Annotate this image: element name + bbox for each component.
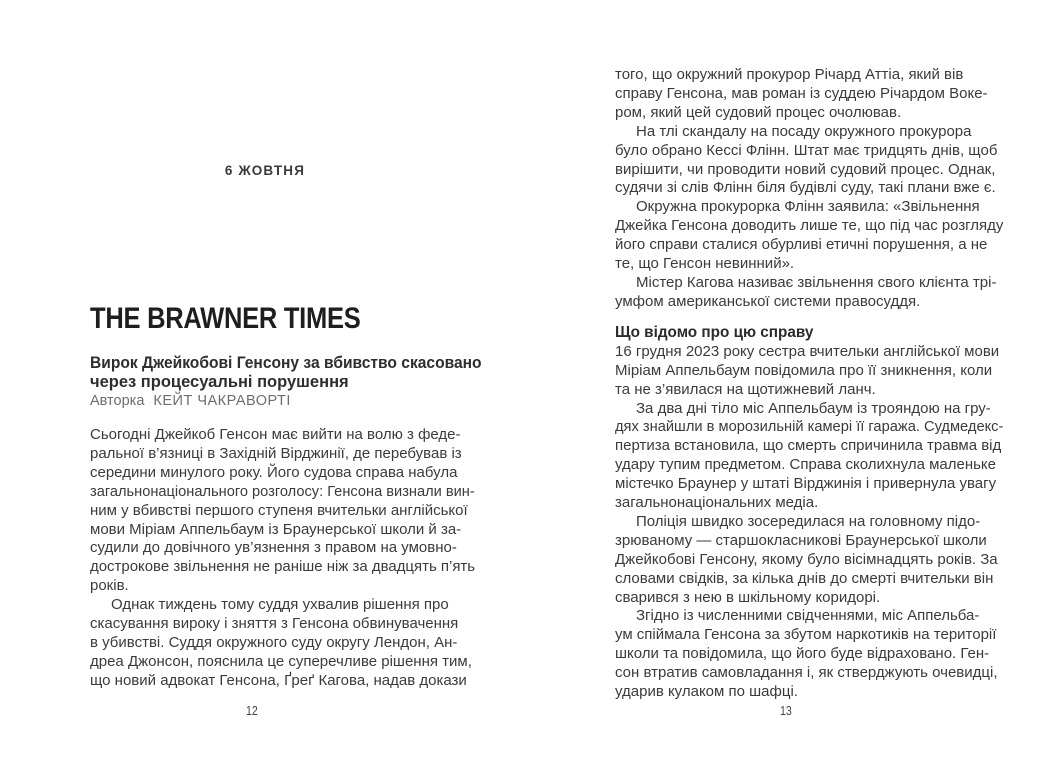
page-number-left: 12 bbox=[246, 704, 258, 718]
text-line: загальнонаціональних медіа. bbox=[615, 494, 819, 512]
text-line: мови Міріам Аппельбаум із Браунерської школи й за- bbox=[90, 520, 462, 538]
text-line: зрюваному — старшокласникові Браунерської школи bbox=[615, 531, 987, 549]
page-number-right: 13 bbox=[780, 704, 792, 718]
date-header: 6 ЖОВТНЯ bbox=[224, 163, 306, 178]
text-line: скасування вироку і зняття з Генсона обвинувачення bbox=[90, 615, 459, 633]
text-line: ральної в’язниці в Західній Вірджинії, де перебував із bbox=[90, 444, 462, 462]
paragraph bbox=[90, 596, 475, 691]
text-line: удару тупим предметом. Справа сколихнула маленьке bbox=[615, 456, 996, 474]
text-line: Містер Кагова називає звільнення свого клієнта трі- bbox=[636, 273, 997, 291]
text-line: того, що окружний прокурор Річард Аттіа, який вів bbox=[615, 66, 964, 83]
text-line: Згідно із численними свідченнями, міс Аппельба- bbox=[636, 607, 980, 625]
paragraph bbox=[615, 198, 1003, 274]
byline-prefix: Авторка bbox=[90, 393, 145, 409]
byline-name: КЕЙТ ЧАКРАВОРТІ bbox=[153, 393, 291, 409]
text-line: ним у вбивстві першого ступеня вчительки англійської bbox=[90, 501, 468, 519]
paragraph bbox=[615, 513, 1003, 608]
text-line: ум спіймала Генсона за збутом наркотиків на території bbox=[615, 626, 997, 644]
section-heading: Що відомо про цю справу bbox=[615, 323, 814, 341]
text-line: умфом американської системи правосуддя. bbox=[615, 292, 921, 310]
byline bbox=[90, 392, 482, 410]
text-line: За два дні тіло міс Аппельбаум із трояндою на гру- bbox=[636, 399, 991, 417]
text-line: його справи сталися обурливі етичні порушення, а не bbox=[615, 236, 988, 254]
text-line: ударив кулаком по шафці. bbox=[615, 683, 798, 701]
text-line: Джейка Генсона доводить лише те, що під час розгляду bbox=[615, 217, 1004, 235]
text-line: Однак тиждень тому суддя ухвалив рішення про bbox=[111, 596, 449, 614]
text-line: Сьогодні Джейкоб Генсон має вийти на волю з феде- bbox=[90, 426, 461, 443]
text-line: ром, який цей судовий процес очолював. bbox=[615, 103, 902, 121]
text-line: середини минулого року. Його судова справа набула bbox=[90, 463, 458, 481]
text-line: Міріам Аппельбаум повідомила про її зникнення, коли bbox=[615, 361, 993, 379]
text-line: пертиза встановила, що смерть спричинила травма від bbox=[615, 437, 1002, 455]
paragraph bbox=[615, 343, 1003, 400]
text-line: словами свідків, за кілька днів до смерті вчительки він bbox=[615, 569, 994, 587]
text-line: дреа Джонсон, пояснила це суперечливе рішення тим, bbox=[90, 652, 472, 670]
text-line: школи та повідомила, що його буде відраховано. Ген- bbox=[615, 645, 990, 663]
article-body-right bbox=[615, 66, 1003, 702]
text-line: 16 грудня 2023 року сестра вчительки англійської мови bbox=[615, 342, 1000, 360]
text-line: Джейкобові Генсону, якому було вісімнадцять років. За bbox=[615, 550, 998, 568]
paragraph bbox=[615, 66, 1003, 123]
paragraph bbox=[615, 607, 1003, 702]
article-headline bbox=[90, 354, 482, 392]
headline-line: Вирок Джейкобові Генсону за вбивство скасовано bbox=[90, 354, 482, 372]
paragraph bbox=[90, 426, 475, 596]
text-line: судячи зі слів Флінн біля будівлі суду, такі плани вже є. bbox=[615, 179, 996, 197]
text-line: Окружна прокурорка Флінн заявила: «Звільнення bbox=[636, 198, 980, 216]
text-line: справу Генсона, мав роман із суддею Річардом Воке- bbox=[615, 84, 988, 102]
text-line: років. bbox=[90, 577, 129, 595]
text-line: Поліція швидко зосередилася на головному підо- bbox=[636, 512, 981, 530]
article-body-left bbox=[90, 426, 475, 691]
text-line: дях знайшли в морозильній камері її гаража. Судмедекс- bbox=[615, 418, 1004, 436]
text-line: сварився з нею в шкільному коридорі. bbox=[615, 588, 881, 606]
text-line: та не з’явилася на щотижневий ланч. bbox=[615, 380, 876, 398]
paragraph bbox=[615, 123, 1003, 199]
text-line: що новий адвокат Генсона, Ґреґ Кагова, надав докази bbox=[90, 671, 467, 689]
body-right-top bbox=[615, 66, 1003, 312]
text-line: загальнонаціонального розголосу: Генсона визнали вин- bbox=[90, 482, 475, 500]
paragraph bbox=[615, 274, 1003, 312]
text-line: На тлі скандалу на посаду окружного прокурора bbox=[636, 122, 972, 140]
text-line: в убивстві. Суддя окружного суду округу Лендон, Ан- bbox=[90, 633, 458, 651]
body-right-bottom bbox=[615, 343, 1003, 702]
text-line: вирішити, чи проводити новий судовий процес. Однак, bbox=[615, 160, 996, 178]
text-line: те, що Генсон невинний». bbox=[615, 255, 795, 273]
masthead-title: THE BRAWNER TIMES bbox=[90, 302, 361, 335]
text-line: дострокове звільнення не раніше ніж за двадцять п’ять bbox=[90, 558, 476, 576]
headline-line: через процесуальні порушення bbox=[90, 373, 349, 391]
text-line: сон втратив самовладання і, як стверджують очевидці, bbox=[615, 664, 998, 682]
text-line: містечко Браунер у штаті Вірджинія і привернула увагу bbox=[615, 475, 997, 493]
paragraph bbox=[615, 400, 1003, 513]
text-line: судили до довічного ув’язнення з правом на умовно- bbox=[90, 539, 457, 557]
text-line: було обрано Кессі Флінн. Штат має тридцять днів, щоб bbox=[615, 141, 998, 159]
